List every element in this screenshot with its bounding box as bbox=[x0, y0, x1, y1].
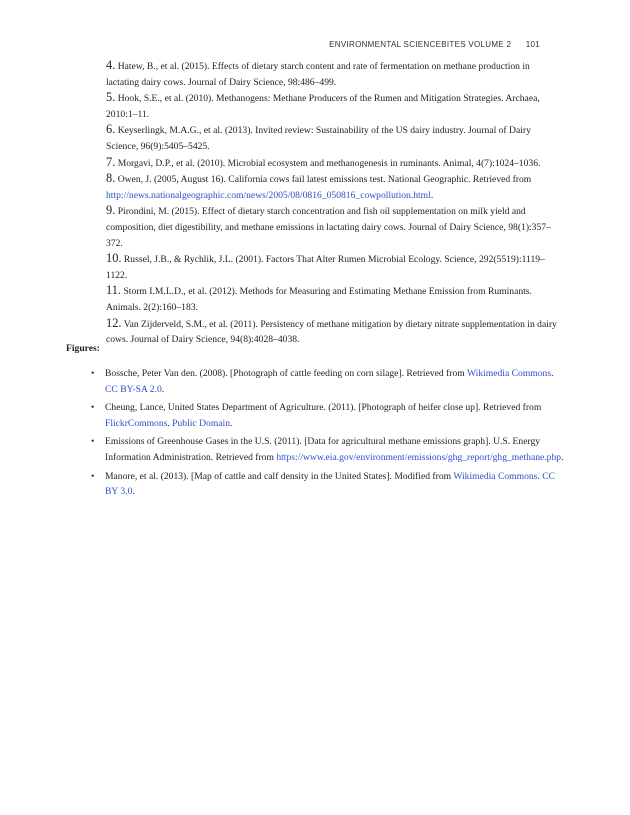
citation-link[interactable]: FlickrCommons bbox=[105, 417, 168, 429]
citation-text: . bbox=[167, 417, 173, 429]
citation-link[interactable]: Wikimedia Commons bbox=[453, 470, 538, 482]
reference-list bbox=[106, 58, 562, 348]
citation-text: . bbox=[161, 383, 165, 395]
citation-text: Storm I.M.L.D., et al. (2012). Methods for Measuring and Estimating Methane Emission from Ruminants. Animals. 2(2):160–183. bbox=[106, 286, 532, 313]
citation-text: Keyserlingk, M.A.G., et al. (2013). Invited review: Sustainability of the US dairy industry. Journal of Dairy Science, 96(9):5405–5425. bbox=[106, 125, 531, 152]
citation-text: . bbox=[551, 368, 554, 379]
citation-text: . bbox=[537, 470, 543, 482]
citation-text: Cheung, Lance, United States Department of Agriculture. (2011). [Photograph of heifer close up]. Retrieved from bbox=[105, 402, 542, 414]
bullet-icon: • bbox=[91, 470, 95, 482]
bullet-icon: • bbox=[91, 402, 95, 414]
reference-number: 7. bbox=[106, 154, 116, 169]
citation-link[interactable]: https://www.eia.gov/environment/emissions/ghg_report/ghg_methane.php bbox=[276, 451, 562, 463]
citation-text: Van Zijderveld, S.M., et al. (2011). Persistency of methane mitigation by dietary nitrate supplementation in dairy cows. Journal of Dairy Science, 94(8):4028–4038. bbox=[106, 318, 557, 346]
citation-link[interactable]: CC BY-SA 2.0 bbox=[105, 383, 162, 395]
reference-number: 4. bbox=[106, 58, 116, 72]
figure-credit-item bbox=[91, 366, 566, 397]
citation-text: . bbox=[430, 189, 434, 201]
reference-item bbox=[106, 90, 562, 122]
reference-item bbox=[106, 122, 562, 154]
reference-item bbox=[106, 251, 562, 283]
reference-number: 9. bbox=[106, 203, 116, 218]
reference-number: 5. bbox=[106, 90, 116, 105]
reference-item bbox=[106, 58, 562, 90]
citation-link[interactable]: Public Domain bbox=[172, 417, 230, 429]
reference-item bbox=[106, 203, 562, 251]
citation-text: Hook, S.E., et al. (2010). Methanogens: Methane Producers of the Rumen and Mitigation Strategies. Archaea, 2010:1–11. bbox=[106, 93, 540, 120]
reference-number: 8. bbox=[106, 171, 116, 186]
citation-text: Emissions of Greenhouse Gases in the U.S. (2011). [Data for agricultural methane emissions graph]. U.S. Energy Information Administration. Retrieved from bbox=[105, 436, 541, 463]
bullet-icon: • bbox=[91, 436, 95, 448]
reference-item bbox=[106, 316, 562, 348]
reference-number: 11. bbox=[106, 283, 122, 298]
citation-text: Bossche, Peter Van den. (2008). [Photograph of cattle feeding on corn silage]. Retrieved from bbox=[105, 368, 467, 379]
citation-text: Owen, J. (2005, August 16). California cows fail latest emissions test. National Geographic. Retrieved from bbox=[117, 174, 532, 186]
citation-link[interactable]: Wikimedia Commons bbox=[466, 368, 552, 379]
citation-text: Hatew, B., et al. (2015). Effects of dietary starch content and rate of fermentation on methane production in lactating dairy cows. Journal of Dairy Science, 98:486–499. bbox=[106, 61, 530, 88]
figure-credit-item bbox=[91, 400, 566, 431]
reference-item bbox=[106, 155, 562, 172]
reference-number: 12. bbox=[106, 315, 122, 330]
citation-text: Manore, et al. (2013). [Map of cattle and calf density in the United States]. Modified from bbox=[105, 470, 454, 482]
figure-credits-list bbox=[91, 366, 566, 503]
reference-item bbox=[106, 283, 562, 315]
running-header bbox=[329, 40, 540, 49]
figure-credit-item bbox=[91, 434, 566, 465]
citation-link[interactable]: http://news.nationalgeographic.com/news/2005/08/0816_050816_cowpollution.html bbox=[106, 189, 431, 201]
citation-text: . bbox=[132, 486, 135, 498]
figures-heading: Figures: bbox=[66, 343, 100, 354]
citation-text: Morgavi, D.P., et al. (2010). Microbial ecosystem and methanogenesis in ruminants. Animal, 4(7):1024–1036. bbox=[117, 157, 541, 169]
reference-number: 6. bbox=[106, 122, 116, 137]
citation-text: . bbox=[230, 417, 233, 429]
citation-text: . bbox=[561, 451, 564, 463]
citation-link[interactable]: CC BY 3.0 bbox=[105, 470, 556, 498]
bullet-icon: • bbox=[91, 368, 95, 379]
reference-item bbox=[106, 171, 562, 203]
running-title: ENVIRONMENTAL SCIENCEBITES VOLUME 2 bbox=[329, 40, 512, 49]
page-number: 101 bbox=[525, 40, 540, 49]
citation-text: Russel, J.B., & Rychlik, J.L. (2001). Factors That Alter Rumen Microbial Ecology. Science, 292(5519):1119–1122. bbox=[106, 254, 545, 281]
citation-text: Pirondini, M. (2015). Effect of dietary starch concentration and fish oil supplementation on milk yield and composition, diet digestibility, and methane emissions in lactating dairy cows. Journal of Dairy Science, 98(1):357–372. bbox=[106, 206, 551, 249]
figure-credit-item bbox=[91, 469, 566, 500]
reference-number: 10. bbox=[106, 251, 122, 266]
